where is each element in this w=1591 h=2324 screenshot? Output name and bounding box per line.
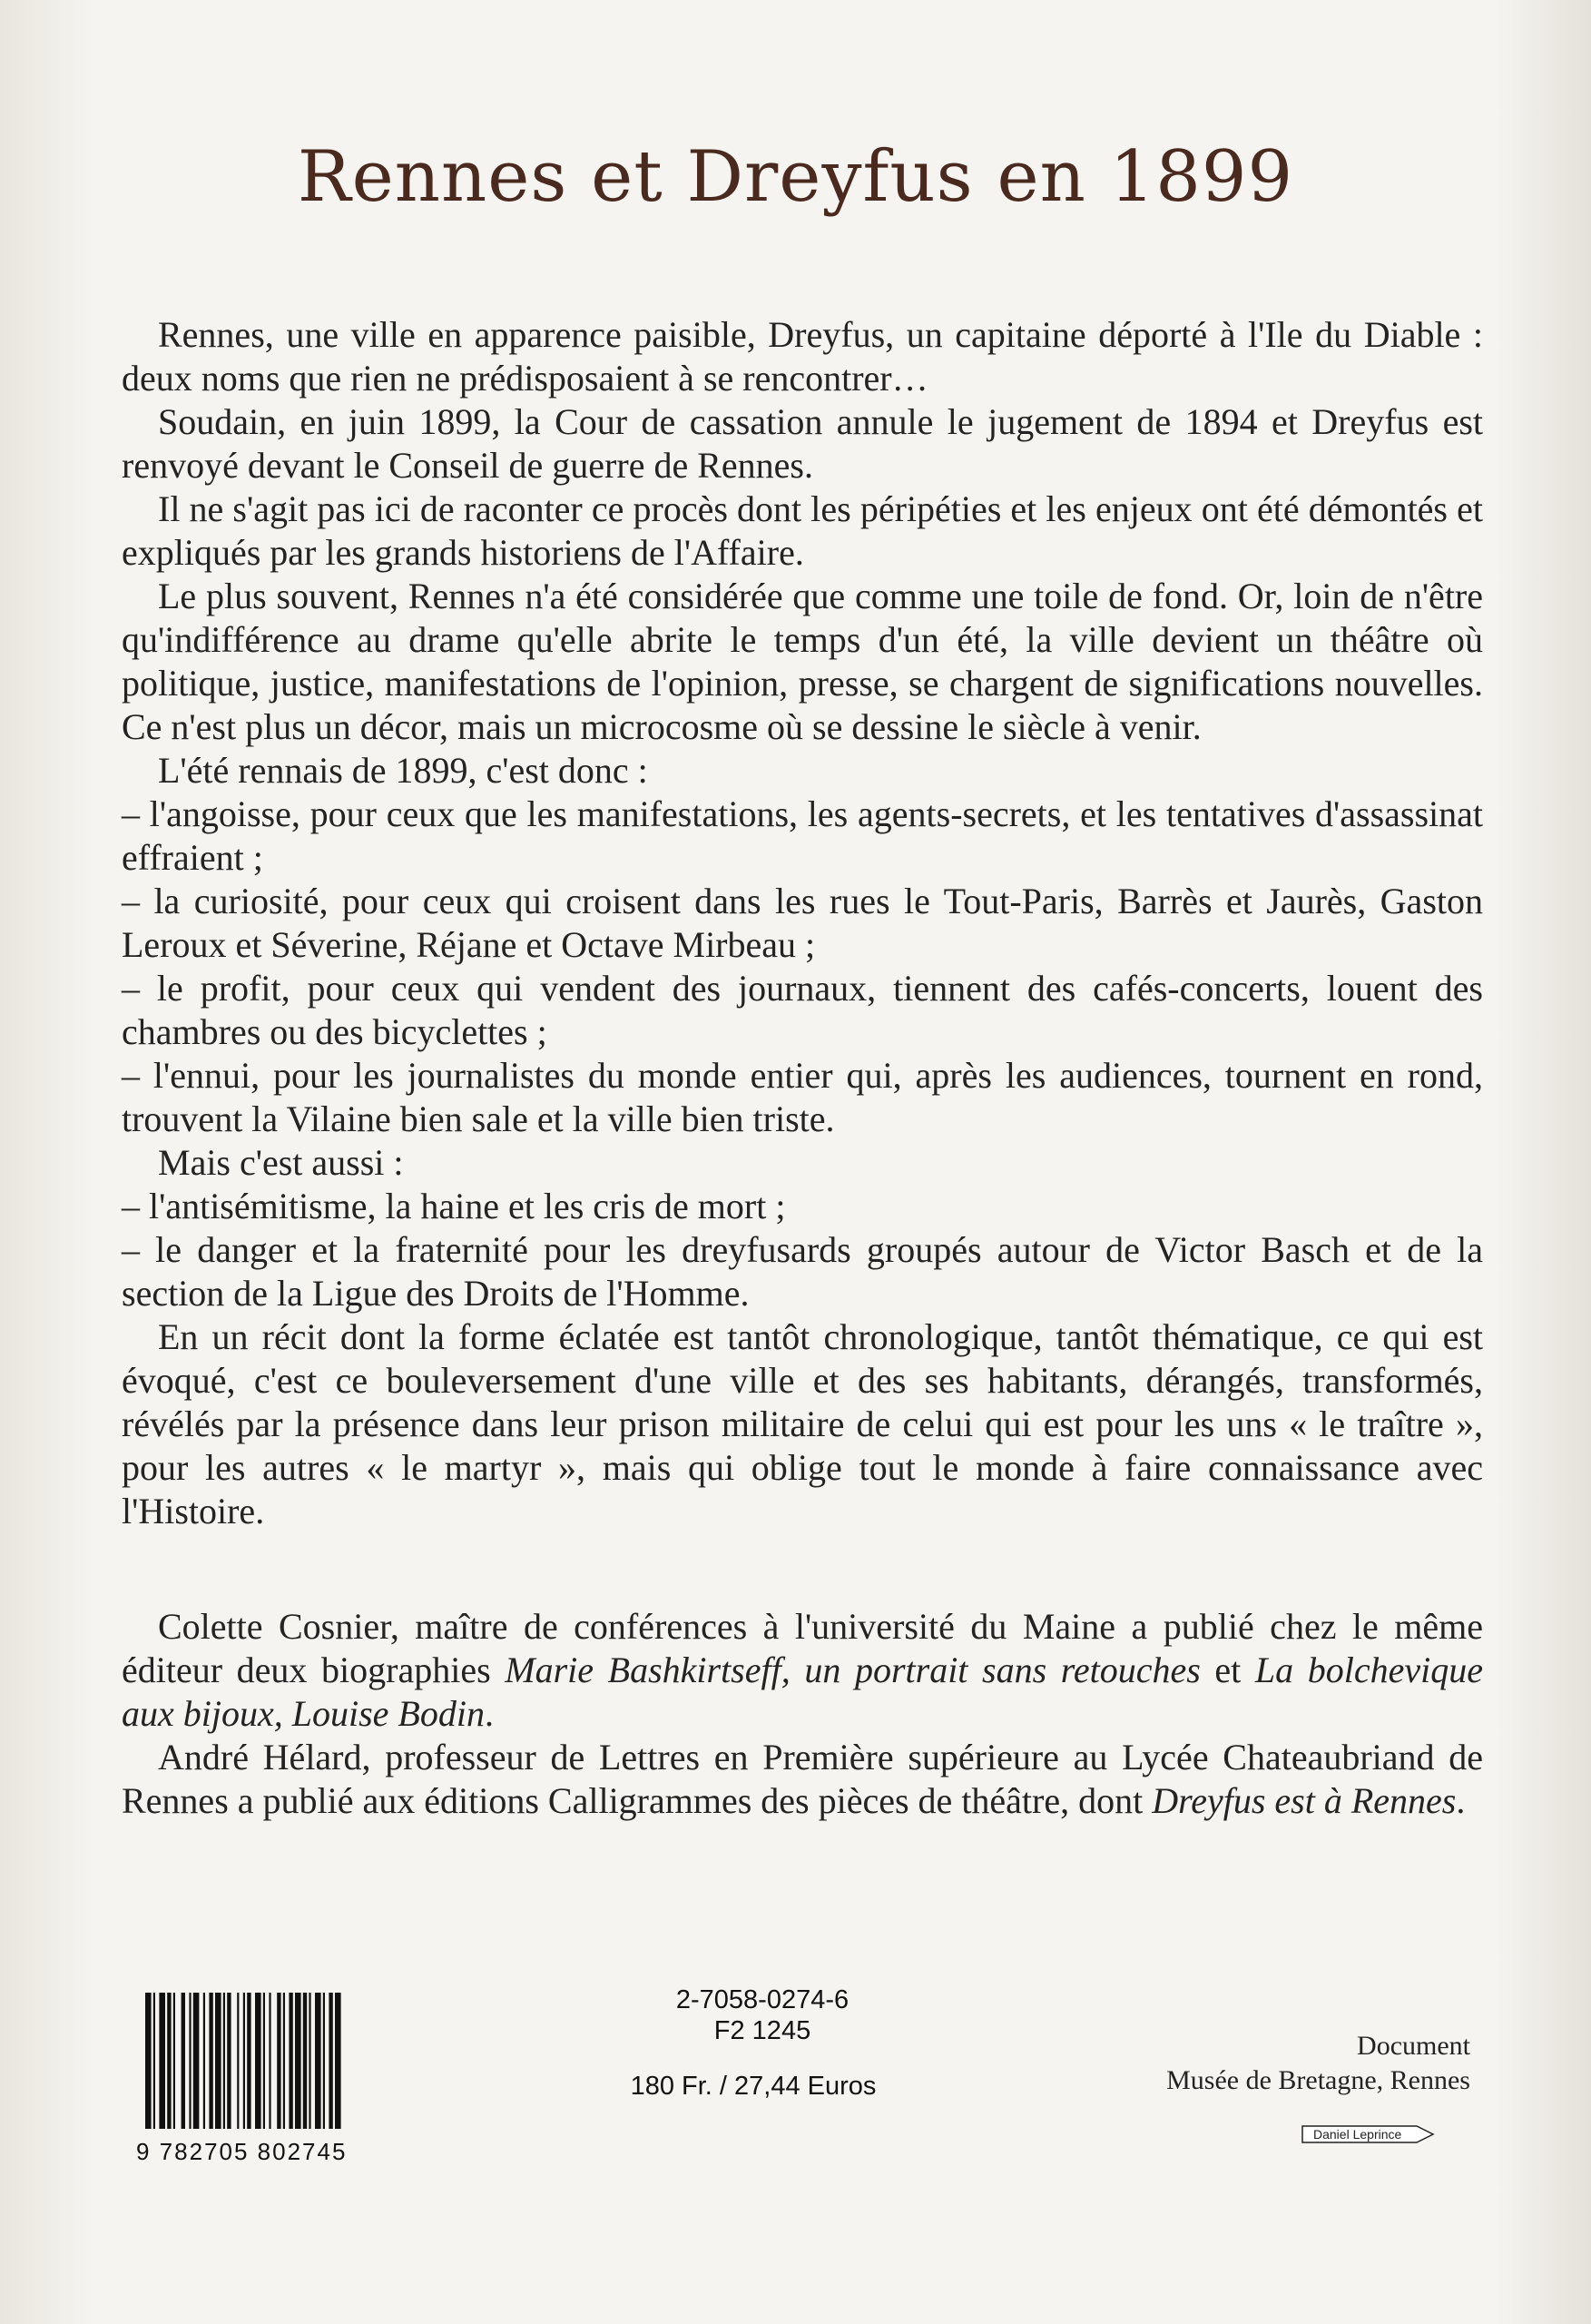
isbn-block [599, 1984, 926, 2046]
blurb-paragraph: En un récit dont la forme éclatée est tantôt chronologique, tantôt thématique, ce qui est évoqué, c'est ce bouleversement d'une ville et des ses habitants, dérangés, transformés, révélés par la présence dans leur prison militaire de celui qui est pour les uns « le traître », pour les autres « le martyr », mais qui oblige tout le monde à faire connaissance avec l'Histoire. [122, 1316, 1483, 1531]
blurb-paragraph: – l'angoisse, pour ceux que les manifestations, les agents-secrets, et les tentatives d'assassinat effraient ; [122, 793, 1483, 878]
credit-line-1: Document [1357, 2031, 1470, 2061]
blurb-paragraph: – le profit, pour ceux qui vendent des journaux, tiennent des cafés-concerts, louent des chambres ou des bicyclettes ; [122, 968, 1483, 1052]
barcode-digits: 9 782705 802745 [136, 2138, 348, 2165]
svg-text:Daniel Leprince: Daniel Leprince [1313, 2127, 1402, 2142]
book-title: Rennes et Dreyfus en 1899 [297, 136, 1294, 218]
designer-signature-stamp [1301, 2122, 1437, 2146]
cover-credit [1166, 2029, 1470, 2098]
bio-cosnier-join: et [1200, 1649, 1255, 1690]
blurb-paragraph: Le plus souvent, Rennes n'a été considérée que comme une toile de fond. Or, loin de n'être qu'indifférence au drame qu'elle abrite le temps d'un été, la ville devient un théâtre où politique, justice, manifestations de l'opinion, presse, se chargent de significations nouvelles. Ce n'est plus un décor, mais un microcosme où se dessine le siècle à venir. [122, 576, 1483, 747]
blurb-paragraph: L'été rennais de 1899, c'est donc : [158, 750, 648, 791]
blurb-paragraph: Il ne s'agit pas ici de raconter ce procès dont les péripéties et les enjeux ont été démontés et expliqués par les grands historiens de l'Affaire. [122, 488, 1483, 573]
author-bios [122, 1605, 1483, 1823]
bio-cosnier [122, 1605, 1483, 1736]
bio-cosnier-text: Colette Cosnier, maître de conférences à l'université du Maine a publié chez le même éditeur deux biographies [122, 1606, 1483, 1690]
book-title-bolchevique: La bolchevique aux bijoux, Louise Bodin [122, 1649, 1483, 1734]
credit-line-2: Musée de Bretagne, Rennes [1166, 2065, 1470, 2095]
bio-helard-end: . [1456, 1780, 1466, 1821]
isbn: 2-7058-0274-6 [675, 1985, 850, 2014]
blurb-paragraph: – le danger et la fraternité pour les dreyfusards groupés autour de Victor Basch et de la section de la Ligue des Droits de l'Homme. [122, 1229, 1483, 1314]
blurb-text [122, 313, 1483, 1533]
blurb-paragraph: Soudain, en juin 1899, la Cour de cassation annule le jugement de 1894 et Dreyfus est renvoyé devant le Conseil de guerre de Rennes. [122, 401, 1483, 486]
barcode-bars-icon [145, 1993, 404, 2138]
book-title-dreyfus-est-a-rennes: Dreyfus est à Rennes [1152, 1780, 1457, 1821]
barcode [136, 1993, 413, 2165]
catalog-code: F2 1245 [713, 2016, 811, 2045]
book-title-bashkirtseff: Marie Bashkirtseff, un portrait sans retouches [505, 1649, 1201, 1690]
blurb-paragraph: Mais c'est aussi : [158, 1142, 404, 1183]
blurb-paragraph: – la curiosité, pour ceux qui croisent dans les rues le Tout-Paris, Barrès et Jaurès, Gaston Leroux et Séverine, Réjane et Octave Mirbeau ; [122, 881, 1483, 965]
blurb-paragraph: – l'ennui, pour les journalistes du monde entier qui, après les audiences, tournent en rond, trouvent la Vilaine bien sale et la ville bien triste. [122, 1055, 1483, 1139]
blurb-paragraph: – l'antisémitisme, la haine et les cris de mort ; [122, 1186, 786, 1226]
bio-helard-text: André Hélard, professeur de Lettres en Première supérieure au Lycée Chateaubriand de Rennes a publié aux éditions Calligrammes des pièces de théâtre, dont [122, 1737, 1483, 1821]
bio-cosnier-end: . [484, 1693, 494, 1734]
blurb-paragraph: Rennes, une ville en apparence paisible, Dreyfus, un capitaine déporté à l'Ile du Diable : deux noms que rien ne prédisposaient à se rencontrer… [122, 314, 1483, 399]
bio-helard [122, 1736, 1483, 1823]
price: 180 Fr. / 27,44 Euros [630, 2072, 877, 2101]
